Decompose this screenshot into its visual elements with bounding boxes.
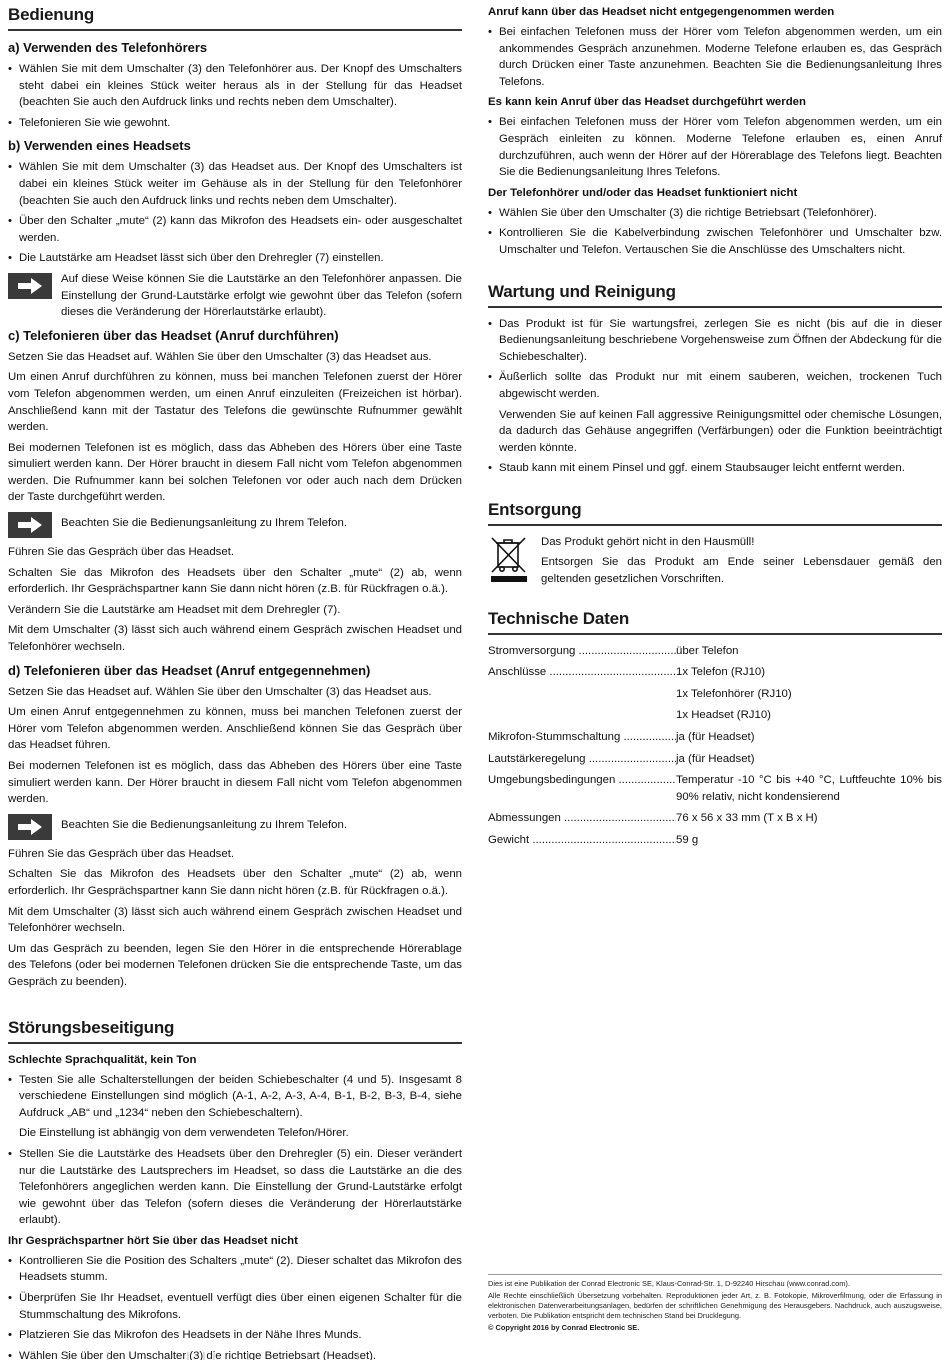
spec-value: ja (für Headset)	[676, 731, 755, 744]
list-item: • Die Lautstärke am Headset lässt sich über den Drehregler (7) einstellen.	[8, 250, 462, 267]
paragraph: Mit dem Umschalter (3) lässt sich auch während einem Gespräch zwischen Headset und Telefonhörer wechseln.	[8, 905, 462, 935]
heading-d: d) Telefonieren über das Headset (Anruf entgegennehmen)	[8, 662, 371, 678]
list-r2	[488, 114, 942, 180]
arrow-right-icon	[8, 512, 52, 538]
spec-label: Gewicht	[488, 834, 530, 846]
paragraph: Um einen Anruf entgegennehmen zu können, muss bei manchen Telefonen zuerst der Hörer vom Telefon abgenommen werden. Anschließend können Sie das Gespräch über das Headset führen.	[8, 706, 462, 752]
paragraph: Entsorgen Sie das Produkt am Ende seiner Lebensdauer gemäß den geltenden gesetzlichen Vorschriften.	[541, 556, 942, 586]
note-c	[8, 510, 462, 538]
spec-value: über Telefon	[676, 644, 739, 657]
spec-row	[488, 751, 942, 768]
spec-row	[488, 729, 942, 746]
arrow-right-icon	[8, 273, 52, 299]
list-b	[8, 159, 462, 267]
list-item: • Das Produkt ist für Sie wartungsfrei, zerlegen Sie es nicht (bis auf die in dieser Bedienungsanleitung beschriebene Vorgehensweise zum Öffnen der Abdeckung für die Schiebeschalter).	[488, 316, 942, 366]
paragraph: Setzen Sie das Headset auf. Wählen Sie über den Umschalter (3) das Headset aus.	[8, 685, 432, 698]
list-item: • Staub kann mit einem Pinsel und ggf. einem Staubsauger leicht entfernt werden.	[488, 460, 942, 477]
paragraph: Um einen Anruf durchführen zu können, muss bei manchen Telefonen zuerst der Hörer vom Telefon abgenommen werden, um einen Anruf einzuleiten (Freizeichen ist hörbar). Anschließend kann mit der Tastatur des Telefons die gewünschte Rufnummer gewählt werden.	[8, 371, 462, 434]
spec-table	[488, 643, 942, 849]
list-item: • Telefonieren Sie wie gewohnt.	[8, 115, 462, 132]
section-title-wartung: Wartung und Reinigung	[488, 281, 942, 308]
list-wartung	[488, 316, 942, 403]
heading-a: a) Verwenden des Telefonhörers	[8, 40, 208, 55]
paragraph: Führen Sie das Gespräch über das Headset.	[8, 546, 235, 559]
paragraph: Bei modernen Telefonen ist es möglich, dass das Abheben des Hörers über eine Taste simuliert werden kann. Der Hörer braucht in diesem Fall nicht vom Telefon abgenommen werden. Die Rufnummer kann bei solchen Telefonen vor oder auch nach dem Drücken der Taste durchgeführt werden.	[8, 441, 462, 504]
spec-value: 1x Telefonhörer (RJ10)	[676, 687, 792, 700]
section-title-entsorgung: Entsorgung	[488, 499, 942, 526]
spec-label: Anschlüsse	[488, 666, 547, 679]
list-r1	[488, 24, 942, 90]
list-s2	[8, 1253, 462, 1360]
right-column	[488, 4, 942, 854]
list-item: • Wählen Sie mit dem Umschalter (3) das Headset aus. Der Knopf des Umschalters ist dabei ein kleines Stück weiter im Gehäuse als in der Stellung für den Telefonhörer (beachten Sie auch den Aufdruck links und rechts neben dem Umschalter).	[8, 159, 462, 209]
heading-r2: Es kann kein Anruf über das Headset durchgeführt werden	[488, 96, 806, 109]
spec-row	[488, 832, 942, 849]
list-item-extra: Verwenden Sie auf keinen Fall aggressive Reinigungsmittel oder chemische Lösungen, da dadurch das Gehäuse angegriffen (Verfärbungen) oder die Funktion beeinträchtigt werden könnte.	[499, 408, 942, 454]
paragraph: Bei modernen Telefonen ist es möglich, dass das Abheben des Hörers über eine Taste simuliert werden kann. Der Hörer braucht in diesem Fall nicht vom Telefon abgenommen werden.	[8, 760, 462, 806]
section-title-bedienung: Bedienung	[8, 4, 462, 31]
list-s1b	[8, 1146, 462, 1229]
imprint-publisher: Dies ist eine Publikation der Conrad Electronic SE, Klaus-Conrad-Str. 1, D-92240 Hirschau (www.conrad.com).	[488, 1279, 850, 1288]
list-item: • Testen Sie alle Schalterstellungen der beiden Schiebeschalter (4 und 5). Insgesamt 8 verschiedene Einstellungen sind möglich (A-1, A-2, A-3, A-4, B-1, B-2, B-3, B-4, siehe Aufdruck „AB“ und „1234“ neben den Schiebeschaltern).	[8, 1072, 462, 1122]
spec-label: Mikrofon-Stummschaltung	[488, 731, 621, 744]
arrow-right-icon	[8, 814, 52, 840]
heading-c: c) Telefonieren über das Headset (Anruf durchführen)	[8, 327, 339, 343]
left-column	[8, 4, 462, 1360]
paragraph: Verändern Sie die Lautstärke am Headset mit dem Drehregler (7).	[8, 603, 341, 616]
paragraph: Setzen Sie das Headset auf. Wählen Sie über den Umschalter (3) das Headset aus.	[8, 350, 432, 363]
spec-value: ja (für Headset)	[676, 752, 755, 765]
spec-row	[488, 664, 942, 681]
spec-value: 1x Headset (RJ10)	[676, 709, 771, 722]
paragraph: Führen Sie das Gespräch über das Headset.	[8, 847, 235, 860]
list-item: • Wählen Sie über den Umschalter (3) die richtige Betriebsart (Headset).	[8, 1348, 462, 1360]
list-item: • Wählen Sie über den Umschalter (3) die richtige Betriebsart (Telefonhörer).	[488, 205, 942, 222]
note-b	[8, 271, 462, 321]
list-item: • Bei einfachen Telefonen muss der Hörer vom Telefon abgenommen werden, um ein Gespräch einleiten zu können. Moderne Telefone erlauben es, einen Anruf durchzuführen, auch wenn der Hörer auf der Hörerablage des Telefons liegt. Beachten Sie die Bedienungsanleitung Ihres Telefons.	[488, 114, 942, 180]
heading-s2: Ihr Gesprächspartner hört Sie über das Headset nicht	[8, 1234, 298, 1247]
spec-label: Abmessungen	[488, 812, 561, 825]
list-item: • Kontrollieren Sie die Position des Schalters „mute“ (2). Dieser schaltet das Mikrofon des Headsets stumm.	[8, 1253, 462, 1286]
spec-row	[488, 810, 942, 827]
note-text: Beachten Sie die Bedienungsanleitung zu Ihrem Telefon.	[61, 517, 348, 530]
heading-s1: Schlechte Sprachqualität, kein Ton	[8, 1053, 197, 1066]
paragraph: Das Produkt gehört nicht in den Hausmüll!	[541, 535, 755, 548]
list-item: • Bei einfachen Telefonen muss der Hörer vom Telefon abgenommen werden, um ein ankommendes Gespräch anzunehmen. Moderne Telefone erlauben es, das Gespräch durch Drücken einer Taste anzunehmen. Beachten Sie die Bedienungsanleitung Ihres Telefons.	[488, 24, 942, 90]
note-text: Auf diese Weise können Sie die Lautstärke an den Telefonhörer anpassen. Die Einstellung der Grund-Lautstärke erfolgt wie gewohnt über das Telefon (sofern dieses die Veränderung der Hörerlautstärke erlaubt).	[61, 272, 462, 319]
list-item: • Überprüfen Sie Ihr Headset, eventuell verfügt dies über einen eigenen Schalter für die Stummschaltung des Mikrofons.	[8, 1290, 462, 1323]
spec-label: Lautstärkeregelung	[488, 752, 586, 765]
list-item-extra: Die Einstellung ist abhängig von dem verwendeten Telefon/Hörer.	[19, 1127, 349, 1140]
spec-label: Umgebungsbedingungen	[488, 774, 616, 787]
heading-r1: Anruf kann über das Headset nicht entgegengenommen werden	[488, 6, 835, 18]
section-title-technik: Technische Daten	[488, 608, 942, 635]
paragraph: Um das Gespräch zu beenden, legen Sie den Hörer in die entsprechende Hörerablage des Telefons (oder bei modernen Telefonen drücken Sie die entsprechende Taste, um das Gespräch zu beenden).	[8, 942, 462, 988]
list-item: • Kontrollieren Sie die Kabelverbindung zwischen Telefonhörer und Umschalter bzw. Umschalter und Telefon. Vertauschen Sie die Anschlüsse des Umschalters nicht.	[488, 225, 942, 258]
list-wartung-b	[488, 460, 942, 477]
list-item: • Über den Schalter „mute“ (2) kann das Mikrofon des Headsets ein- oder ausgeschaltet werden.	[8, 213, 462, 246]
paragraph: Mit dem Umschalter (3) lässt sich auch während einem Gespräch zwischen Headset und Telefonhörer wechseln.	[8, 624, 462, 654]
list-item: • Wählen Sie mit dem Umschalter (3) den Telefonhörer aus. Der Knopf des Umschalters steht dabei ein kleines Stück weiter heraus als in der Stellung für das Headset (beachten Sie auch den Aufdruck links und rechts neben dem Umschalter).	[8, 61, 462, 111]
list-r3	[488, 205, 942, 259]
spec-value: Temperatur -10 °C bis +40 °C, Luftfeuchte 10% bis 90% relativ, nicht kondensierend	[676, 774, 942, 803]
heading-r3: Der Telefonhörer und/oder das Headset funktioniert nicht	[488, 186, 798, 199]
imprint	[488, 1274, 942, 1335]
spec-value: 59 g	[676, 834, 699, 846]
spec-row	[488, 772, 942, 805]
list-item: • Äußerlich sollte das Produkt nur mit einem sauberen, weichen, trockenen Tuch abgewischt werden.	[488, 369, 942, 402]
section-title-stoerung: Störungsbeseitigung	[8, 1017, 462, 1044]
list-s1	[8, 1072, 462, 1122]
list-a	[8, 61, 462, 131]
imprint-rights: Alle Rechte einschließlich Übersetzung vorbehalten. Reproduktionen jeder Art, z. B. Fotokopie, Mikroverfilmung, oder die Erfassung in elektronischen Datenverarbeitungsanlagen, bedürfen der schriftlichen Genehmigung des Herausgebers. Nachdruck, auch auszugsweise, verboten. Die Publikation entspricht dem technischen Stand bei Drucklegung.	[488, 1291, 942, 1320]
list-item: • Platzieren Sie das Mikrofon des Headsets in der Nähe Ihres Munds.	[8, 1327, 462, 1344]
crossed-bin-icon	[488, 534, 530, 590]
spec-value: 1x Telefon (RJ10)	[676, 666, 766, 679]
note-d	[8, 812, 462, 840]
spec-row	[488, 643, 942, 660]
disposal-block	[488, 534, 942, 592]
paragraph: Schalten Sie das Mikrofon des Headsets über den Schalter „mute“ (2) ab, wenn erforderlich. Ihr Gesprächspartner kann Sie dann nicht hören (z.B. für Rückfragen o.ä.).	[8, 566, 462, 596]
heading-b: b) Verwenden eines Headsets	[8, 138, 191, 154]
paragraph: Schalten Sie das Mikrofon des Headsets über den Schalter „mute“ (2) ab, wenn erforderlich. Ihr Gesprächspartner kann Sie dann nicht hören (z.B. für Rückfragen o.ä.).	[8, 868, 462, 897]
imprint-copyright: © Copyright 2016 by Conrad Electronic SE.	[488, 1323, 640, 1332]
note-text: Beachten Sie die Bedienungsanleitung zu Ihrem Telefon.	[61, 818, 348, 831]
list-item: • Stellen Sie die Lautstärke des Headsets über den Drehregler (5) ein. Dieser verändert nur die Lautstärke des Lautsprechers im Headset, so dass die Lautstärke an die des Telefonhörers angeglichen werden kann. Die Einstellung der Grund-Lautstärke erfolgt wie gewohnt über das Telefon (sofern dieses die Veränderung der Hörerlautstärke erlaubt).	[8, 1146, 462, 1229]
spec-value: 76 x 56 x 33 mm (T x B x H)	[676, 812, 818, 825]
crop-marks	[8, 1352, 408, 1360]
spec-label: Stromversorgung	[488, 644, 576, 657]
